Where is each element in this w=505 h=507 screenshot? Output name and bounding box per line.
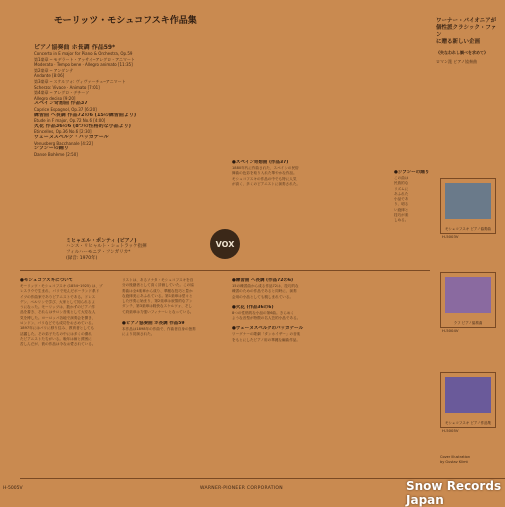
text-line: モーリッツ・モシュコフスキ (1854─1925) は、ブ — [20, 284, 103, 288]
track-line: Etude in F major, Op.72 No.6 [4:00] — [34, 118, 106, 124]
track-line: 第2楽章 ─ アンダンテ — [34, 67, 74, 73]
track-line: 第1楽章 ─ モデラート・アッサイ─アレグロ・アニマート — [34, 56, 135, 62]
sidebar-title: 個性派クラシック・ファン — [436, 25, 497, 38]
text-line: この曲は — [394, 176, 409, 180]
text-line: 苦しんだが、彼の作品は今なお愛されている。 — [20, 342, 96, 347]
text-line: 舞曲の色彩を取り入れた華やかな作品。 — [232, 171, 297, 176]
track-line: 第4楽章 ─ アレグロ・デチーソ — [34, 90, 90, 96]
catalog-number: H-5005V — [3, 486, 23, 491]
notes-column-4 — [394, 170, 432, 224]
text-line: たピアニストたちがいる。晩年は病と貧困に — [20, 336, 92, 341]
text-line: 1880年代に作曲された、スペインの民俗 — [232, 166, 299, 170]
track-line: ジプシーの踊り — [34, 146, 69, 152]
text-line: 小品であ — [394, 197, 409, 202]
text-line: 8つの性格的な小品の第6曲。きらめく — [232, 310, 295, 315]
text-line: い旋律と — [394, 207, 409, 212]
text-line: 練習のための作品であると同時に、演奏 — [232, 289, 297, 294]
track-line: Allegro deciso [9:20] — [34, 95, 76, 101]
performer-line: フィルハーモニア・フンガリカ* — [66, 250, 131, 255]
text-line: ような音型が特徴の名人芸的小品である。 — [232, 316, 301, 321]
notes-column-3b — [232, 278, 332, 343]
text-line: ダンテ、第3楽章は軽快なスケルツォ、そし — [122, 304, 193, 309]
section-heading: ●火花 (作品36の6) — [232, 304, 274, 310]
text-line: 会用の小品としても親しまれている。 — [232, 294, 294, 299]
performer-line: (録音: 1970年) — [66, 256, 98, 261]
track-line: 火花 作品36の6 (8つの性格的な小品より) — [34, 123, 131, 129]
text-line: 1897年にはパリに移り住み、教育者としても — [20, 326, 95, 331]
company-name: WARNER-PIONEER CORPORATION — [200, 486, 283, 491]
thumbnail-code: H-5005V — [442, 428, 459, 433]
track-line: ヴェーヌスベルク・バッカナール — [34, 134, 109, 140]
album-thumbnail[interactable] — [440, 372, 496, 428]
text-line: あふれた — [394, 191, 409, 196]
cover-credit — [440, 455, 470, 464]
text-line: 技巧が楽 — [394, 213, 409, 218]
thumbnail-caption: モシュコフスキ ピアノ協奏曲 — [444, 227, 492, 231]
watermark-text: Snow Records Japan — [406, 479, 502, 507]
text-line: 気を博した。ヨーロッパ各地で演奏会を開き、 — [20, 315, 96, 320]
text-line: 品を書き、それらはサロン音楽として大変な人 — [20, 310, 96, 315]
section-heading: ●練習曲 へ長調 (作品72の6) — [232, 278, 294, 283]
tracklist — [34, 44, 224, 157]
performer-credits — [66, 238, 196, 262]
album-thumbnail[interactable] — [440, 178, 496, 234]
text-line: 民族的な — [394, 181, 409, 186]
track-line: Venusberg Bacchanale [4:22] — [34, 140, 93, 146]
notes-column-2 — [122, 278, 222, 338]
text-line: レスラウで生まれ、パリで死んだポーランド系ド — [20, 289, 100, 294]
text-line: 活躍した。その弟子たちの中には多くの優れ — [20, 331, 92, 336]
notes-column-1 — [20, 278, 116, 348]
divider — [20, 270, 430, 271]
section-heading: ●ピアノ協奏曲 ホ長調 作品59 — [122, 321, 185, 327]
series-sidebar — [436, 18, 498, 64]
album-cover-art — [445, 377, 491, 413]
concerto-subtitle: Concerto in E major for Piano & Orchestra, Op.59 — [34, 51, 133, 56]
section-heading: ●モシュコフスキについて — [20, 278, 74, 283]
text-line: をもとにしたピアノ用の華麗な編曲作品。 — [232, 337, 300, 342]
sidebar-title: ワーナー・パイオニアが — [436, 18, 497, 24]
text-line: うになった。モーリッツは、数かずのピアノ作 — [20, 305, 95, 310]
text-line: 分の後継者として高く評価していた。この協 — [122, 283, 194, 288]
sidebar-subtitle: 《失なわれし調べを求めて》 — [436, 50, 488, 55]
concerto-title: ピアノ協奏曲 ホ長調 作品59* — [34, 44, 116, 51]
album-title: モーリッツ・モシュコフスキ作品集 — [54, 16, 197, 26]
section-heading: ●ジプシーの踊り — [394, 170, 430, 175]
text-line: ワーグナーの歌劇「タンホイザー」の音楽 — [232, 332, 301, 337]
track-line: Etincelles, Op.36 No.6 [2:30] — [34, 129, 92, 135]
text-line: した序奏に始まり、第2楽章は叙情的なアン — [122, 299, 193, 304]
track-line: Moderato · Tempo bene · Allegro animato [11:35] — [34, 62, 133, 68]
performer-line: ミヒャエル・ポンティ (ピアノ) — [66, 238, 137, 244]
album-cover-art — [445, 183, 491, 219]
vox-logo: VOX — [210, 229, 240, 259]
text-line: が高く、多くのピアニストに演奏された。 — [232, 181, 301, 186]
track-line: 第3楽章 ─ スケルツォ: ヴィヴァーチェ─アニマート — [34, 78, 126, 84]
track-line: Danse Bohème [2:50] — [34, 151, 78, 157]
sidebar-title: に贈る新しい企画 — [436, 39, 481, 45]
section-heading: ●ヴェーヌスベルクのバッカナール — [232, 326, 304, 332]
text-line: ロンドン、パリなどでも成功をおさめている。 — [20, 321, 96, 326]
thumbnail-code: H-5003V — [442, 234, 459, 239]
track-line: Andante [8:06] — [34, 73, 65, 79]
text-line: て終楽章は力強いフィナーレとなっている。 — [122, 309, 194, 314]
album-thumbnail[interactable] — [440, 272, 496, 328]
track-line: Caprice Espagnol, Op.37 [6:20] — [34, 106, 97, 112]
text-line: リストは、あるソナタ・モシュコフスキを自 — [122, 278, 194, 282]
thumbnail-caption: ラフ ピアノ協奏曲 — [453, 321, 483, 325]
text-line: な旋律美にあふれている。第1楽章は堂々と — [122, 293, 193, 298]
text-line: リズムに — [394, 186, 409, 191]
track-line: Scherzo: Vivace · Animato [7:01] — [34, 84, 100, 90]
text-line: モシュコフスキの作品の中でも特に人気 — [232, 176, 297, 181]
text-line: により初演された。 — [122, 332, 155, 337]
credit-line: Cover Illustration — [440, 455, 471, 459]
sidebar-series: ロマン派 ピアノ協奏曲 — [436, 58, 477, 64]
thumbnail-caption: モシュコフスキ ピアノ作品集 — [444, 421, 492, 425]
text-line: イツの作曲家でありピアニストである。ドレス — [20, 294, 96, 299]
text-line: しめる。 — [394, 218, 409, 223]
credit-line: by Gustav Klimt — [440, 459, 468, 464]
text-line: デン、ベルリンで学び、大家として知られるよ — [20, 299, 95, 304]
track-line: スペイン奇想曲 作品37 — [34, 101, 88, 107]
text-line: り、明る — [394, 202, 409, 207]
section-heading: ●スペイン奇想曲 (作品37) — [232, 160, 289, 165]
text-line: 奏曲は全4楽章から成り、華麗な技巧と豊か — [122, 288, 193, 293]
text-line: 本作品は1898年の作曲で、作曲者自身の独奏 — [122, 327, 196, 332]
track-line: 練習曲 へ長調 作品72の6 (15の練習曲より) — [34, 112, 137, 118]
performer-line: ハンス・リヒャルト・シュトラッケ指揮 — [66, 244, 147, 249]
thumbnail-code: H-5004V — [442, 328, 459, 333]
text-line: 15の練習曲から成る作品72は、技巧的な — [232, 284, 299, 288]
album-cover-art — [445, 277, 491, 313]
notes-column-3 — [232, 160, 332, 187]
